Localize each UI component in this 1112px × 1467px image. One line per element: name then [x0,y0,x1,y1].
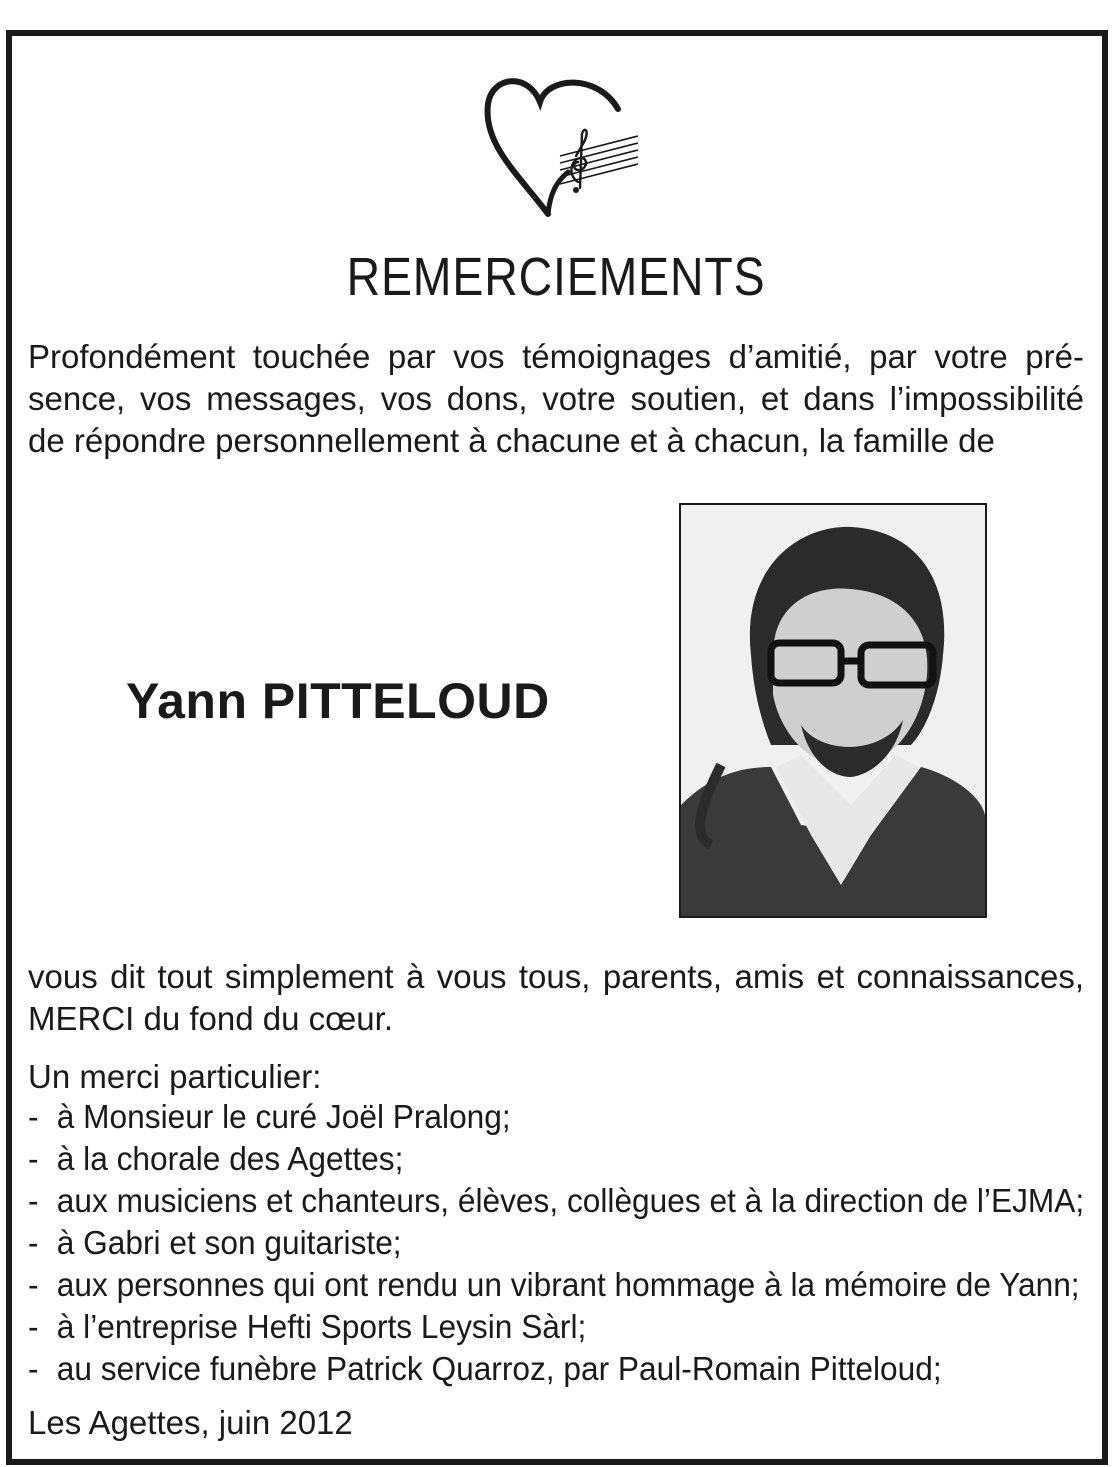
deceased-name: Yann PITTELOUD [126,673,550,729]
list-marker: - [28,1350,39,1387]
list-item [28,1096,1084,1138]
intro-paragraph [28,336,1084,462]
closing-paragraph [28,956,1084,1040]
list-item [28,1306,1084,1348]
list-item [28,1348,1084,1390]
list-item-text: aux personnes qui ont rendu un vibrant hommage à la mémoire de Yann; [56,1266,1080,1303]
list-item-text: à l’entreprise Hefti Sports Leysin Sàrl; [56,1308,587,1345]
thanks-list [28,1096,1112,1390]
page-title: REMERCIEMENTS [346,247,766,307]
list-item [28,1222,1084,1264]
list-item-text: à la chorale des Agettes; [56,1140,404,1177]
list-marker: - [28,1140,39,1177]
list-marker: - [28,1308,39,1345]
list-item [28,1264,1084,1306]
list-marker: - [28,1266,39,1303]
list-marker: - [28,1224,39,1261]
list-marker: - [28,1098,39,1135]
closing-line: MERCI du fond du cœur. [28,1000,393,1037]
closing-line: vous dit tout simplement à vous tous, parents, amis et connaissances, [28,958,1084,995]
list-item-text: au service funèbre Patrick Quarroz, par Paul-Romain Pitteloud; [56,1350,942,1387]
portrait-photo [679,503,987,918]
intro-line: Profondément touchée par vos témoignages d’amitié, par votre pré- [28,338,1084,375]
intro-line: de répondre personnellement à chacune et à chacun, la famille de [28,422,995,459]
list-marker: - [28,1182,39,1219]
list-item-text: à Monsieur le curé Joël Pralong; [56,1098,511,1135]
list-item-text: aux musiciens et chanteurs, élèves, collègues et à la direction de l’EJMA; [56,1182,1085,1219]
list-item [28,1138,1084,1180]
heart-music-icon [478,64,648,224]
place-date: Les Agettes, juin 2012 [28,1404,353,1441]
intro-line: sence, vos messages, vos dons, votre soutien, et dans l’impossibilité [28,380,1084,417]
list-item [28,1180,1084,1222]
thanks-heading: Un merci particulier: [28,1058,322,1095]
list-item-text: à Gabri et son guitariste; [56,1224,402,1261]
